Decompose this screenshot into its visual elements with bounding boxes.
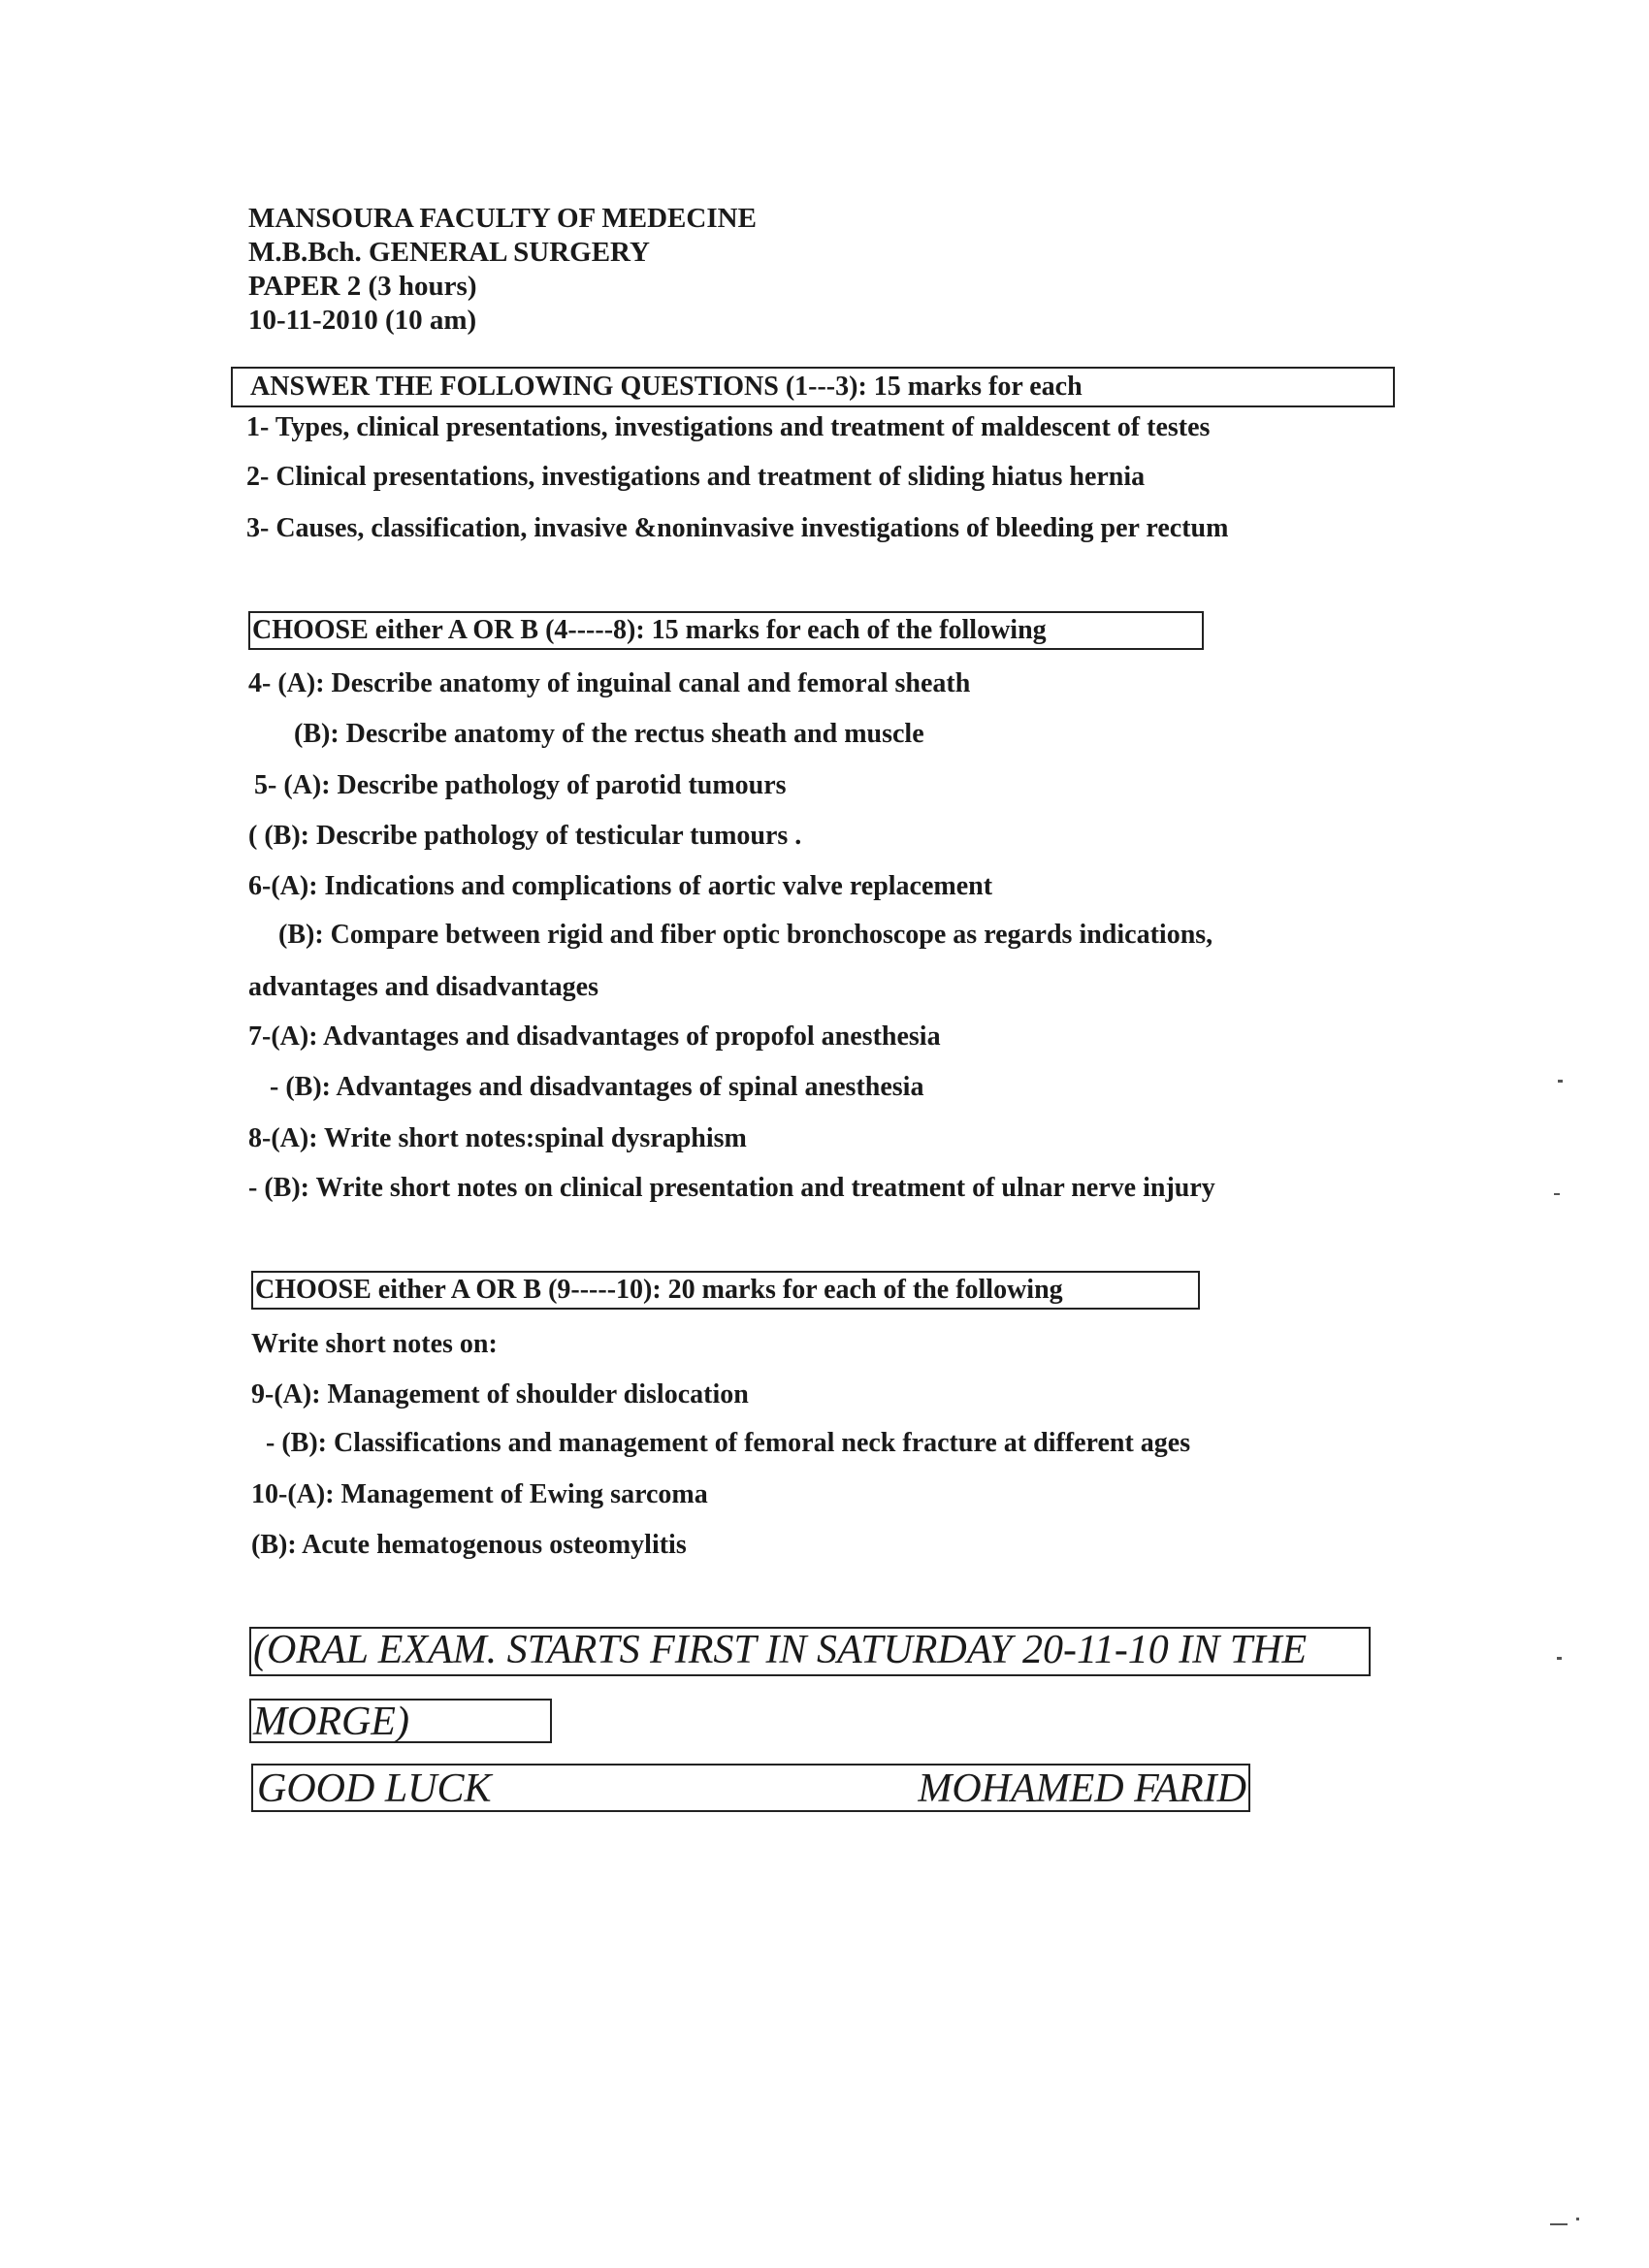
scan-speck [1558,1080,1563,1083]
paper-title: PAPER 2 (3 hours) [248,271,477,302]
section1-heading: ANSWER THE FOLLOWING QUESTIONS (1---3): 15 marks for each [250,372,1083,402]
question-3: 3- Causes, classification, invasive &noninvasive investigations of bleeding per rectum [246,513,1229,543]
question-10a: 10-(A): Management of Ewing sarcoma [251,1479,708,1509]
oral-exam-notice-line2: MORGE) [253,1700,409,1744]
question-8b: - (B): Write short notes on clinical presentation and treatment of ulnar nerve injury [248,1173,1215,1203]
section3-heading-box [251,1271,1200,1310]
question-6a: 6-(A): Indications and complications of aortic valve replacement [248,871,993,901]
signature-name: MOHAMED FARID [918,1766,1246,1811]
scan-speck [1554,1193,1560,1195]
section3-heading: CHOOSE either A OR B (9-----10): 20 marks for each of the following [255,1275,1063,1305]
oral-exam-notice-line1: (ORAL EXAM. STARTS FIRST IN SATURDAY 20-11-10 IN THE [253,1628,1308,1672]
question-2: 2- Clinical presentations, investigations and treatment of sliding hiatus hernia [246,462,1146,492]
scan-speck [1557,1657,1562,1660]
question-7b: - (B): Advantages and disadvantages of spinal anesthesia [270,1072,924,1102]
question-10b: (B): Acute hematogenous osteomylitis [251,1530,687,1560]
section2-heading: CHOOSE either A OR B (4-----8): 15 marks for each of the following [252,615,1047,645]
question-6b: (B): Compare between rigid and fiber optic bronchoscope as regards indications, [278,920,1213,950]
question-8a: 8-(A): Write short notes:spinal dysraphism [248,1123,747,1153]
scan-speck [1576,2218,1579,2220]
question-7a: 7-(A): Advantages and disadvantages of propofol anesthesia [248,1021,941,1052]
scan-speck [1550,2223,1568,2225]
question-5b: ( (B): Describe pathology of testicular tumours . [248,821,802,851]
section1-heading-box [231,367,1395,407]
question-9a: 9-(A): Management of shoulder dislocation [251,1379,749,1409]
good-luck-text: GOOD LUCK [257,1766,492,1811]
question-1: 1- Types, clinical presentations, investigations and treatment of maldescent of testes [246,412,1211,442]
question-4a: 4- (A): Describe anatomy of inguinal canal and femoral sheath [248,668,971,698]
question-6b-continued: advantages and disadvantages [248,972,598,1002]
section3-intro: Write short notes on: [251,1329,498,1359]
question-4b: (B): Describe anatomy of the rectus sheath and muscle [294,719,924,749]
question-5a: 5- (A): Describe pathology of parotid tumours [254,770,787,800]
course-title: M.B.Bch. GENERAL SURGERY [248,237,650,268]
oral-exam-box-line1 [249,1627,1371,1676]
exam-date: 10-11-2010 (10 am) [248,305,477,336]
section2-heading-box [248,611,1204,650]
question-9b: - (B): Classifications and management of femoral neck fracture at different ages [266,1428,1191,1458]
signoff-box [251,1764,1250,1812]
faculty-title: MANSOURA FACULTY OF MEDECINE [248,203,757,234]
oral-exam-box-line2 [249,1699,552,1743]
